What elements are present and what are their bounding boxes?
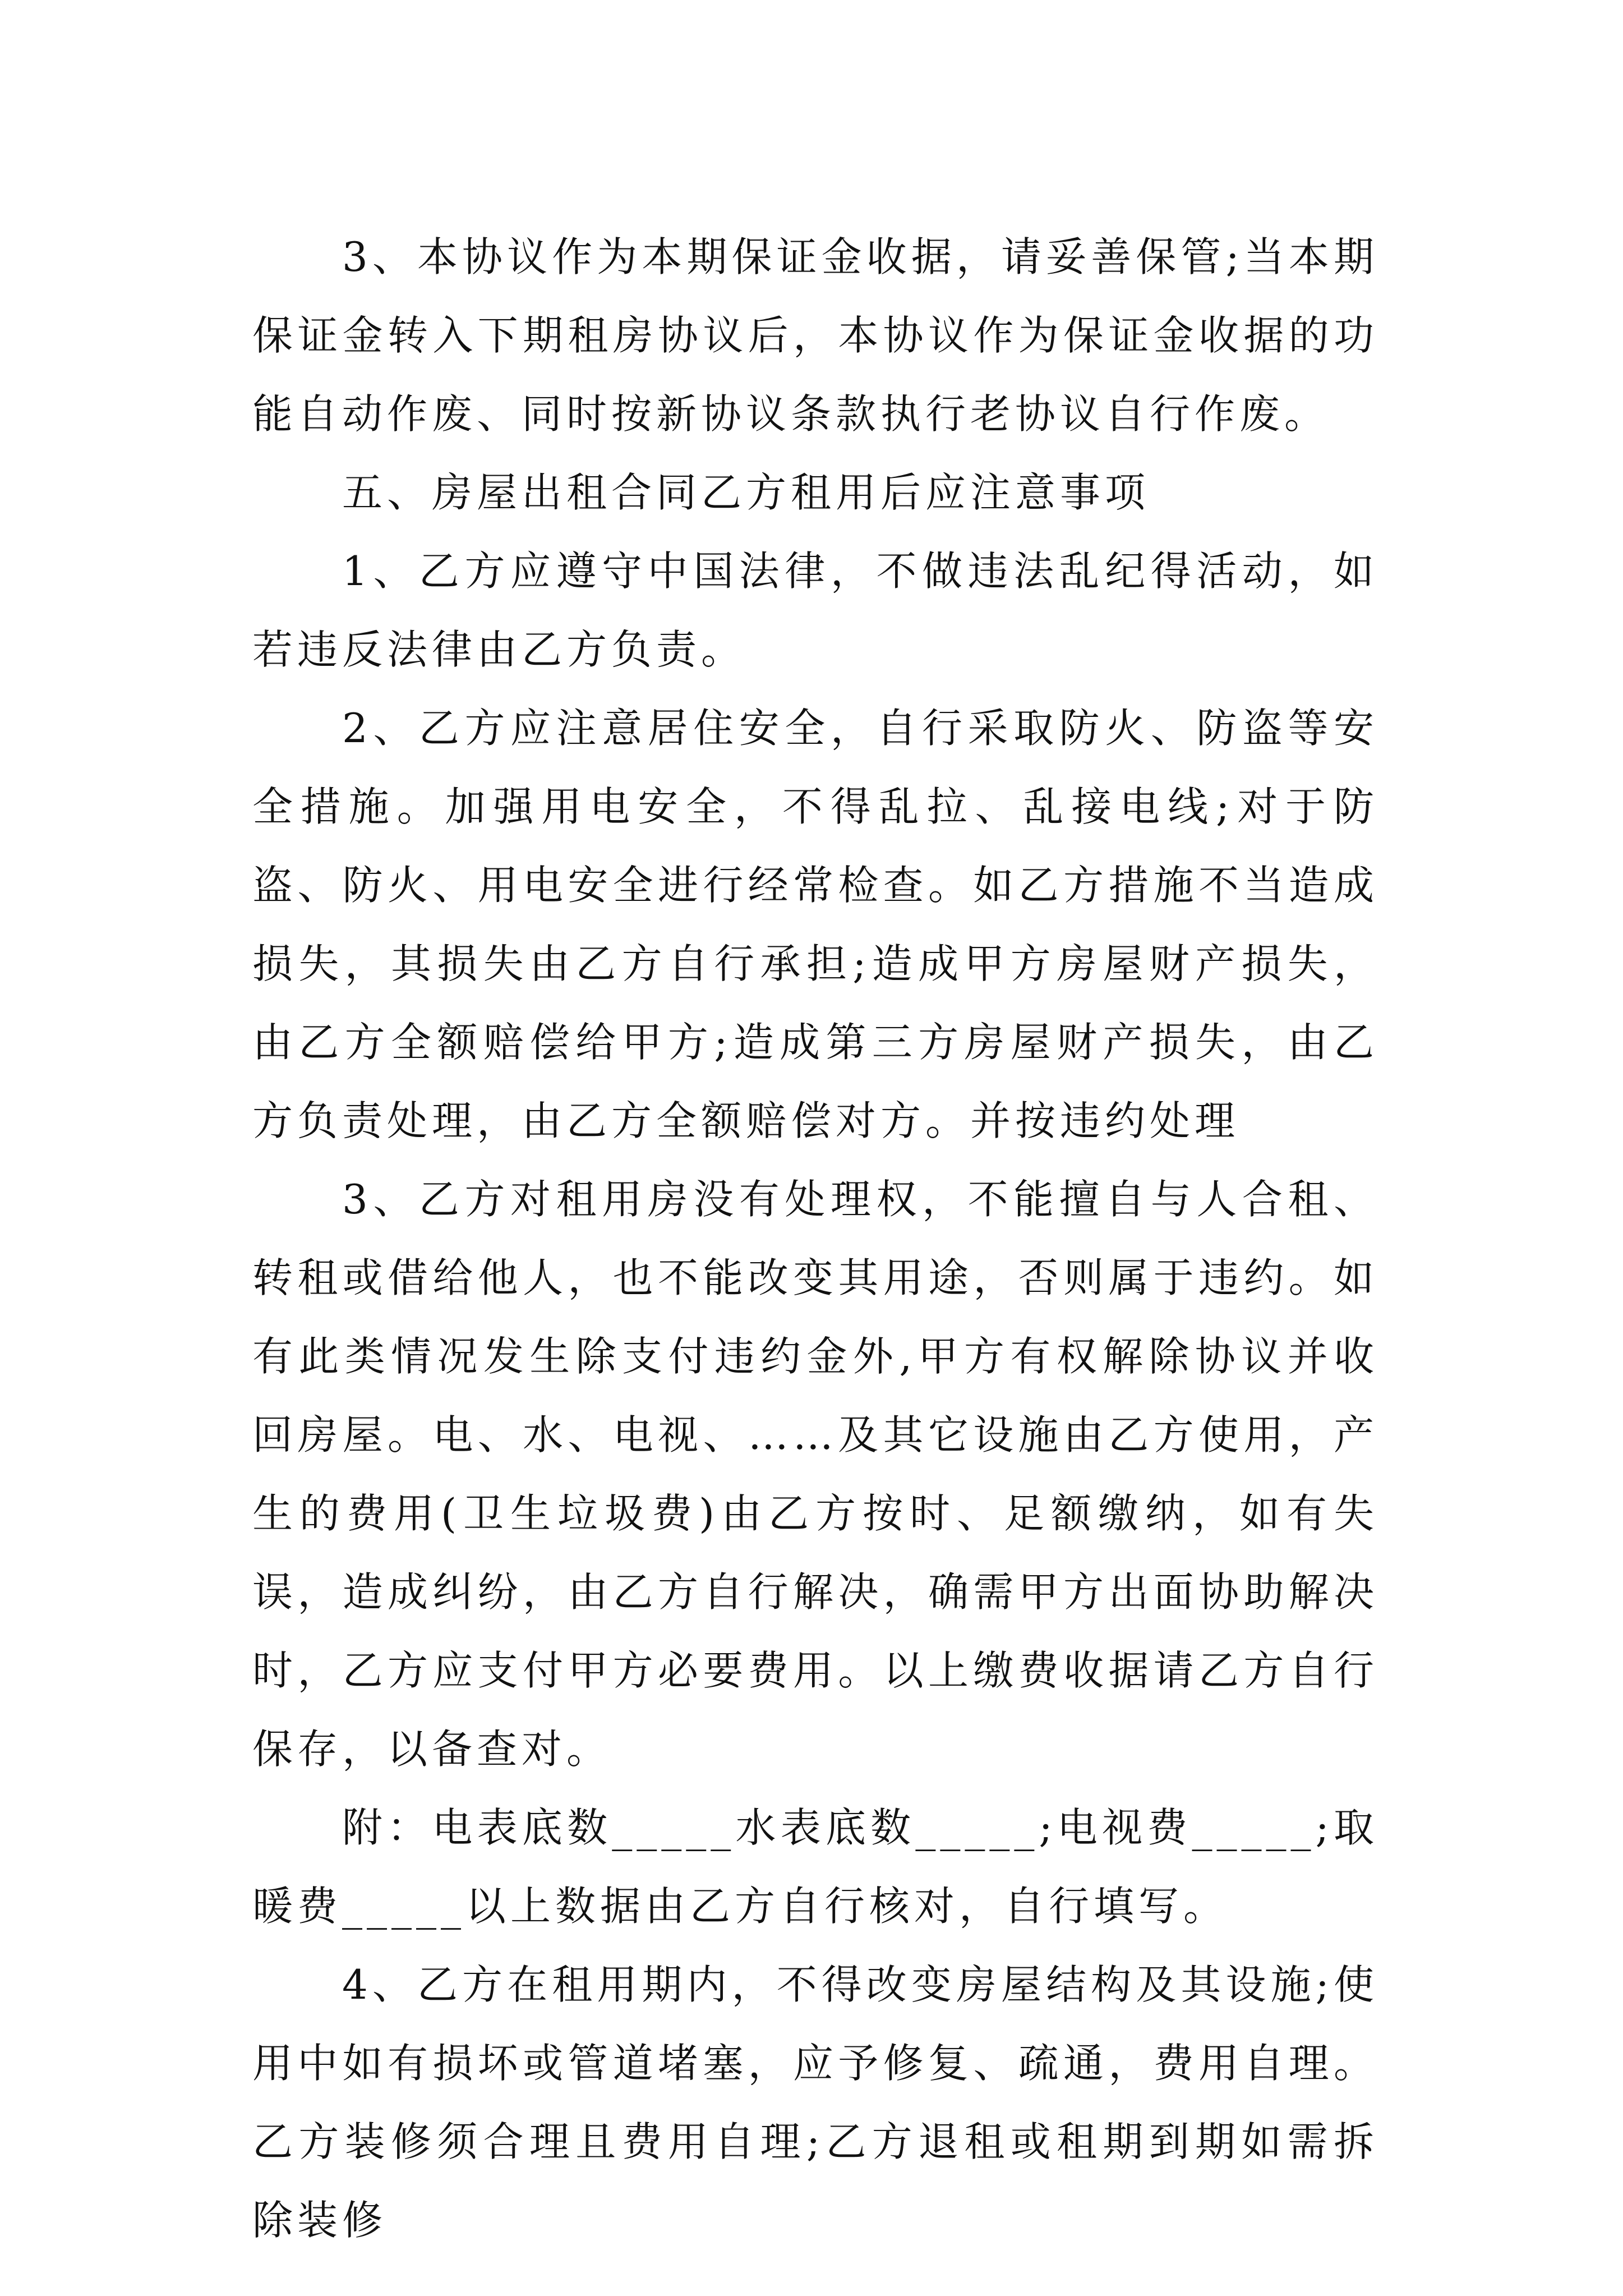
section-heading-tenant-notes: 五、房屋出租合同乙方租用后应注意事项 <box>342 469 1150 516</box>
paragraph-safety: 2、乙方应注意居住安全，自行采取防火、防盗等安全措施。加强用电安全，不得乱拉、乱接电线;对于防盗、防火、用电安全进行经常检查。如乙方措施不当造成损失，其损失由乙方自行承担;造成甲方房屋财产损失，由乙方全额赔偿给甲方;造成第三方房屋财产损失，由乙方负责处理，由乙方全额赔偿对方。并按违约处理 <box>252 705 1378 1144</box>
paragraph-meter-readings: 附：电表底数_____水表底数_____;电视费_____;取暖费_____以上数据由乙方自行核对，自行填写。 <box>252 1804 1378 1930</box>
paragraph-deposit-receipt: 3、本协议作为本期保证金收据，请妥善保管;当本期保证金转入下期租房协议后，本协议作为保证金收据的功能自动作废、同时按新协议条款执行老协议自行作废。 <box>252 233 1378 438</box>
paragraph-no-sublet: 3、乙方对租用房没有处理权，不能擅自与人合租、转租或借给他人，也不能改变其用途，否则属于违约。如有此类情况发生除支付违约金外,甲方有权解除协议并收回房屋。电、水、电视、……及其它设施由乙方使用，产生的费用(卫生垃圾费)由乙方按时、足额缴纳，如有失误，造成纠纷，由乙方自行解决，确需甲方出面协助解决时，乙方应支付甲方必要费用。以上缴费收据请乙方自行保存，以备查对。 <box>252 1176 1378 1773</box>
paragraph-obey-law: 1、乙方应遵守中国法律，不做违法乱纪得活动，如若违反法律由乙方负责。 <box>252 547 1378 673</box>
document-body <box>252 218 1378 2260</box>
paragraph-no-structural-change: 4、乙方在租用期内，不得改变房屋结构及其设施;使用中如有损坏或管道堵塞，应予修复、疏通，费用自理。乙方装修须合理且费用自理;乙方退租或租期到期如需拆除装修 <box>252 1961 1378 2244</box>
